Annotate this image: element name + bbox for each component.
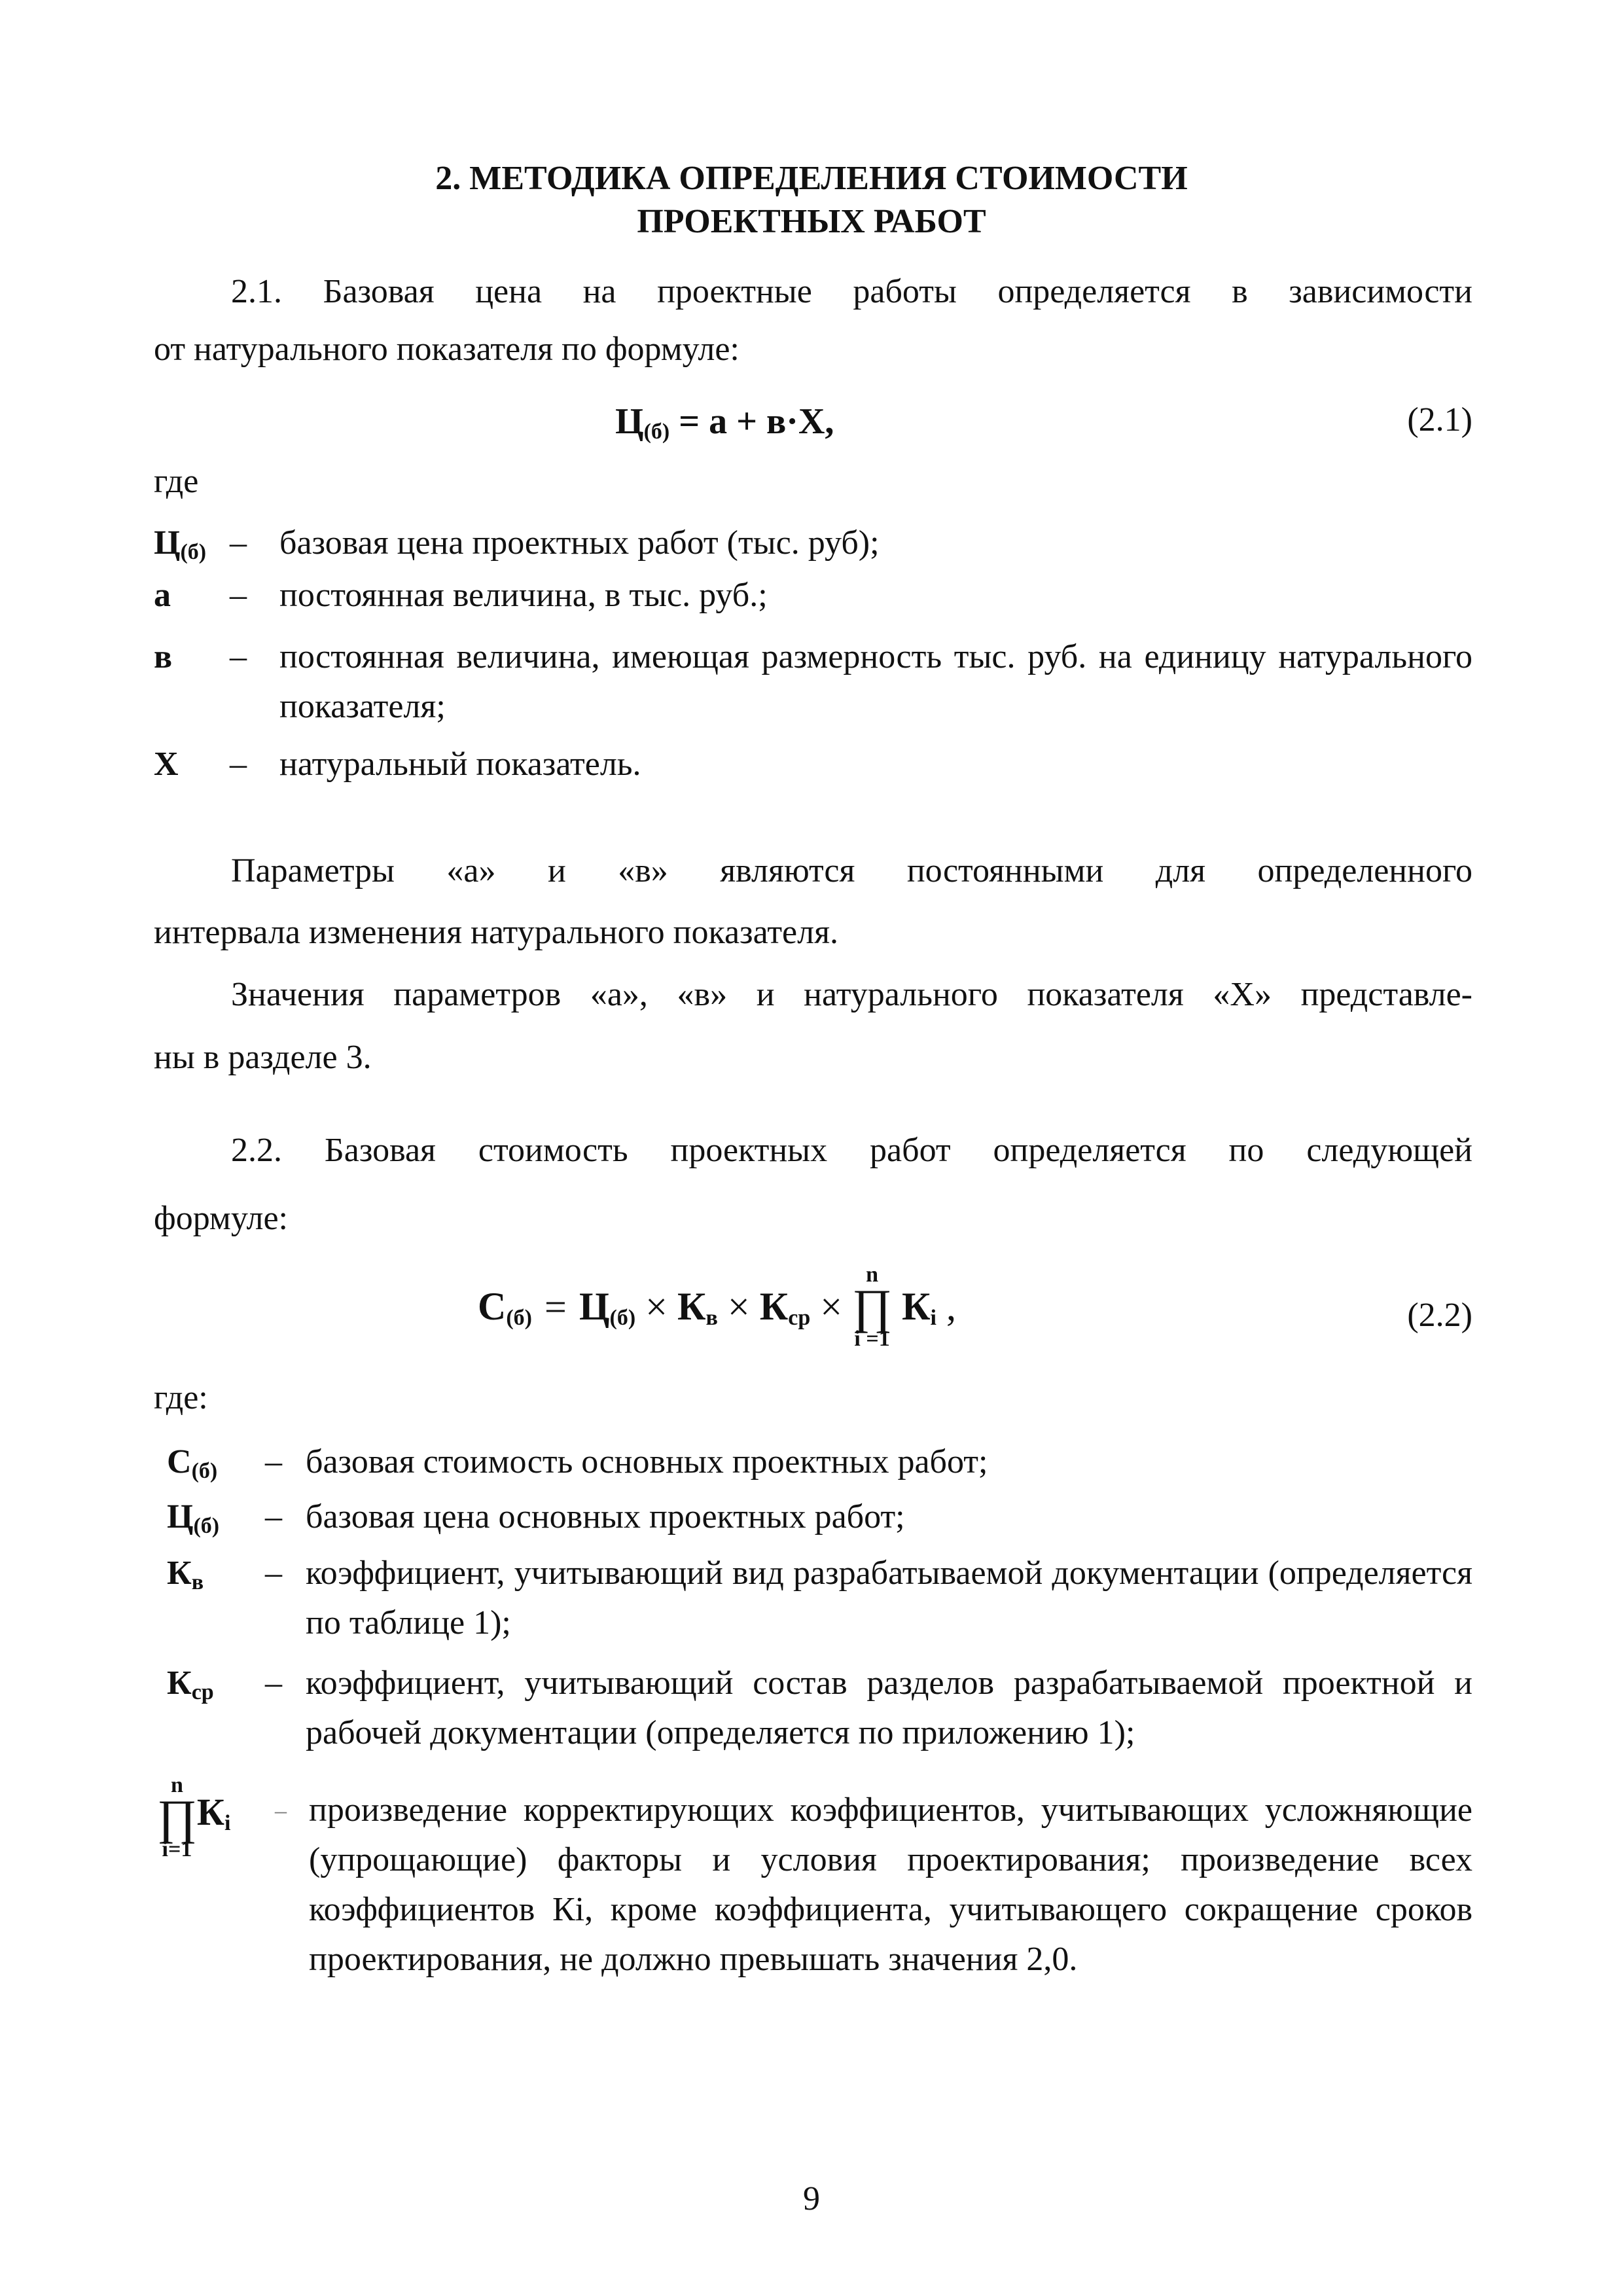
values-line-1: Значения параметров «а», «в» и натурального показателя «Х» представле- [231, 976, 1472, 1013]
definition-dash: – [230, 577, 247, 614]
paragraph-2-2-line-2: формуле: [154, 1200, 289, 1237]
product-sign: ∏ [852, 1280, 893, 1334]
page-number: 9 [803, 2180, 820, 2217]
formula-times: × [645, 1285, 668, 1329]
formula-kv: $К_в$ [677, 1284, 718, 1330]
product-sign: ∏ [157, 1791, 197, 1844]
definition-dash: – [265, 1443, 282, 1480]
formula-ts: $Ц_{(б)}$ [579, 1284, 636, 1330]
product-lower-limit: i=1 [162, 1837, 192, 1861]
paragraph-2-2 [154, 1117, 1472, 1253]
parameters-line-2: интервала изменения натурального показателя. [154, 914, 838, 951]
formula-ki: $К_i$ [902, 1284, 936, 1330]
formula-comma: , [946, 1285, 956, 1329]
values-line-2: ны в разделе 3. [154, 1039, 372, 1076]
formula-2-1-lhs-sub: (б) [643, 420, 670, 444]
definition-symbol: в [154, 638, 173, 675]
definition-symbol: $К_в$ [167, 1554, 204, 1594]
definition-symbol: Х [154, 745, 179, 783]
paragraph-values [154, 963, 1472, 1089]
definition-dash: – [265, 1498, 282, 1535]
formula-c: $С_{(б)}$ [478, 1284, 532, 1330]
definition-text: базовая стоимость основных проектных работ; [306, 1443, 988, 1480]
product-upper-limit: n [171, 1773, 183, 1797]
definition-text: коэффициент, учитывающий состав разделов разрабатываемой проектной и рабочей документации (определяется по приложению 1); [306, 1664, 1472, 1751]
paragraph-2-2-line-1: 2.2. Базовая стоимость проектных работ определяется по следующей [231, 1132, 1472, 1169]
definition-text: произведение корректирующих коэффициентов, учитывающих усложняющие (упрощающие) факторы и условия проектирования; произведение всех коэффициентов Кi, кроме коэффициента, учитывающего сокращение сроков проектирования, не должно превышать значения 2,0. [309, 1791, 1472, 1978]
formula-times: × [727, 1285, 750, 1329]
parameters-line-1: Параметры «а» и «в» являются постоянными для определенного [231, 852, 1472, 889]
definition-symbol: $Ц_{(б)}$ [154, 524, 207, 564]
definition-text: коэффициент, учитывающий вид разрабатываемой документации (определяется по таблице 1); [306, 1554, 1472, 1641]
definition-symbol: $Ц_{(б)}$ [167, 1498, 220, 1538]
definition-text: постоянная величина, в тыс. руб.; [279, 577, 768, 614]
formula-2-1 [615, 401, 834, 444]
paragraph-2-1-line-1: 2.1. Базовая цена на проектные работы определяется в зависимости [231, 273, 1472, 310]
paragraph-parameters [154, 840, 1472, 963]
product-symbol: n ∏ i=1 $К_i$ [157, 1773, 231, 1861]
definition-dash: – [265, 1664, 282, 1702]
definition-symbol: $С_{(б)}$ [167, 1443, 218, 1483]
formula-2-1-lhs: Ц [615, 401, 644, 442]
formula-equals: = [544, 1285, 567, 1329]
definition-dash: – [230, 638, 247, 675]
product-operator [852, 1263, 892, 1351]
formula-2-2 [478, 1263, 956, 1351]
formula-times: × [820, 1285, 843, 1329]
heading-line-2: ПРОЕКТНЫХ РАБОТ [637, 203, 986, 240]
definition-text: базовая цена проектных работ (тыс. руб); [279, 524, 880, 562]
definition-dash: – [275, 1797, 287, 1823]
where-label-2: где: [154, 1379, 208, 1416]
definition-dash: – [265, 1554, 282, 1592]
definition-text: базовая цена основных проектных работ; [306, 1498, 905, 1535]
definition-text: натуральный показатель. [279, 745, 641, 783]
definition-dash: – [230, 524, 247, 562]
product-lower-limit: i =1 [854, 1327, 890, 1351]
heading-line-1: 2. МЕТОДИКА ОПРЕДЕЛЕНИЯ СТОИМОСТИ [435, 160, 1188, 197]
paragraph-2-1-line-2: от натурального показателя по формуле: [154, 331, 740, 368]
section-heading [0, 157, 1623, 243]
equation-number-2-1: (2.1) [1407, 401, 1472, 439]
product-upper-limit: n [866, 1263, 879, 1287]
definition-symbol: $К_{ср}$ [167, 1664, 214, 1704]
where-label-1: где [154, 463, 199, 500]
formula-2-1-rhs: = а + в·Х, [669, 401, 834, 442]
definition-dash: – [230, 745, 247, 783]
definition-symbol: а [154, 577, 171, 614]
paragraph-2-1 [154, 260, 1472, 376]
equation-number-2-2: (2.2) [1407, 1297, 1472, 1334]
definition-text: постоянная величина, имеющая размерность тыс. руб. на единицу натурального показателя; [279, 638, 1472, 725]
formula-ksr: $К_{ср}$ [759, 1284, 811, 1330]
